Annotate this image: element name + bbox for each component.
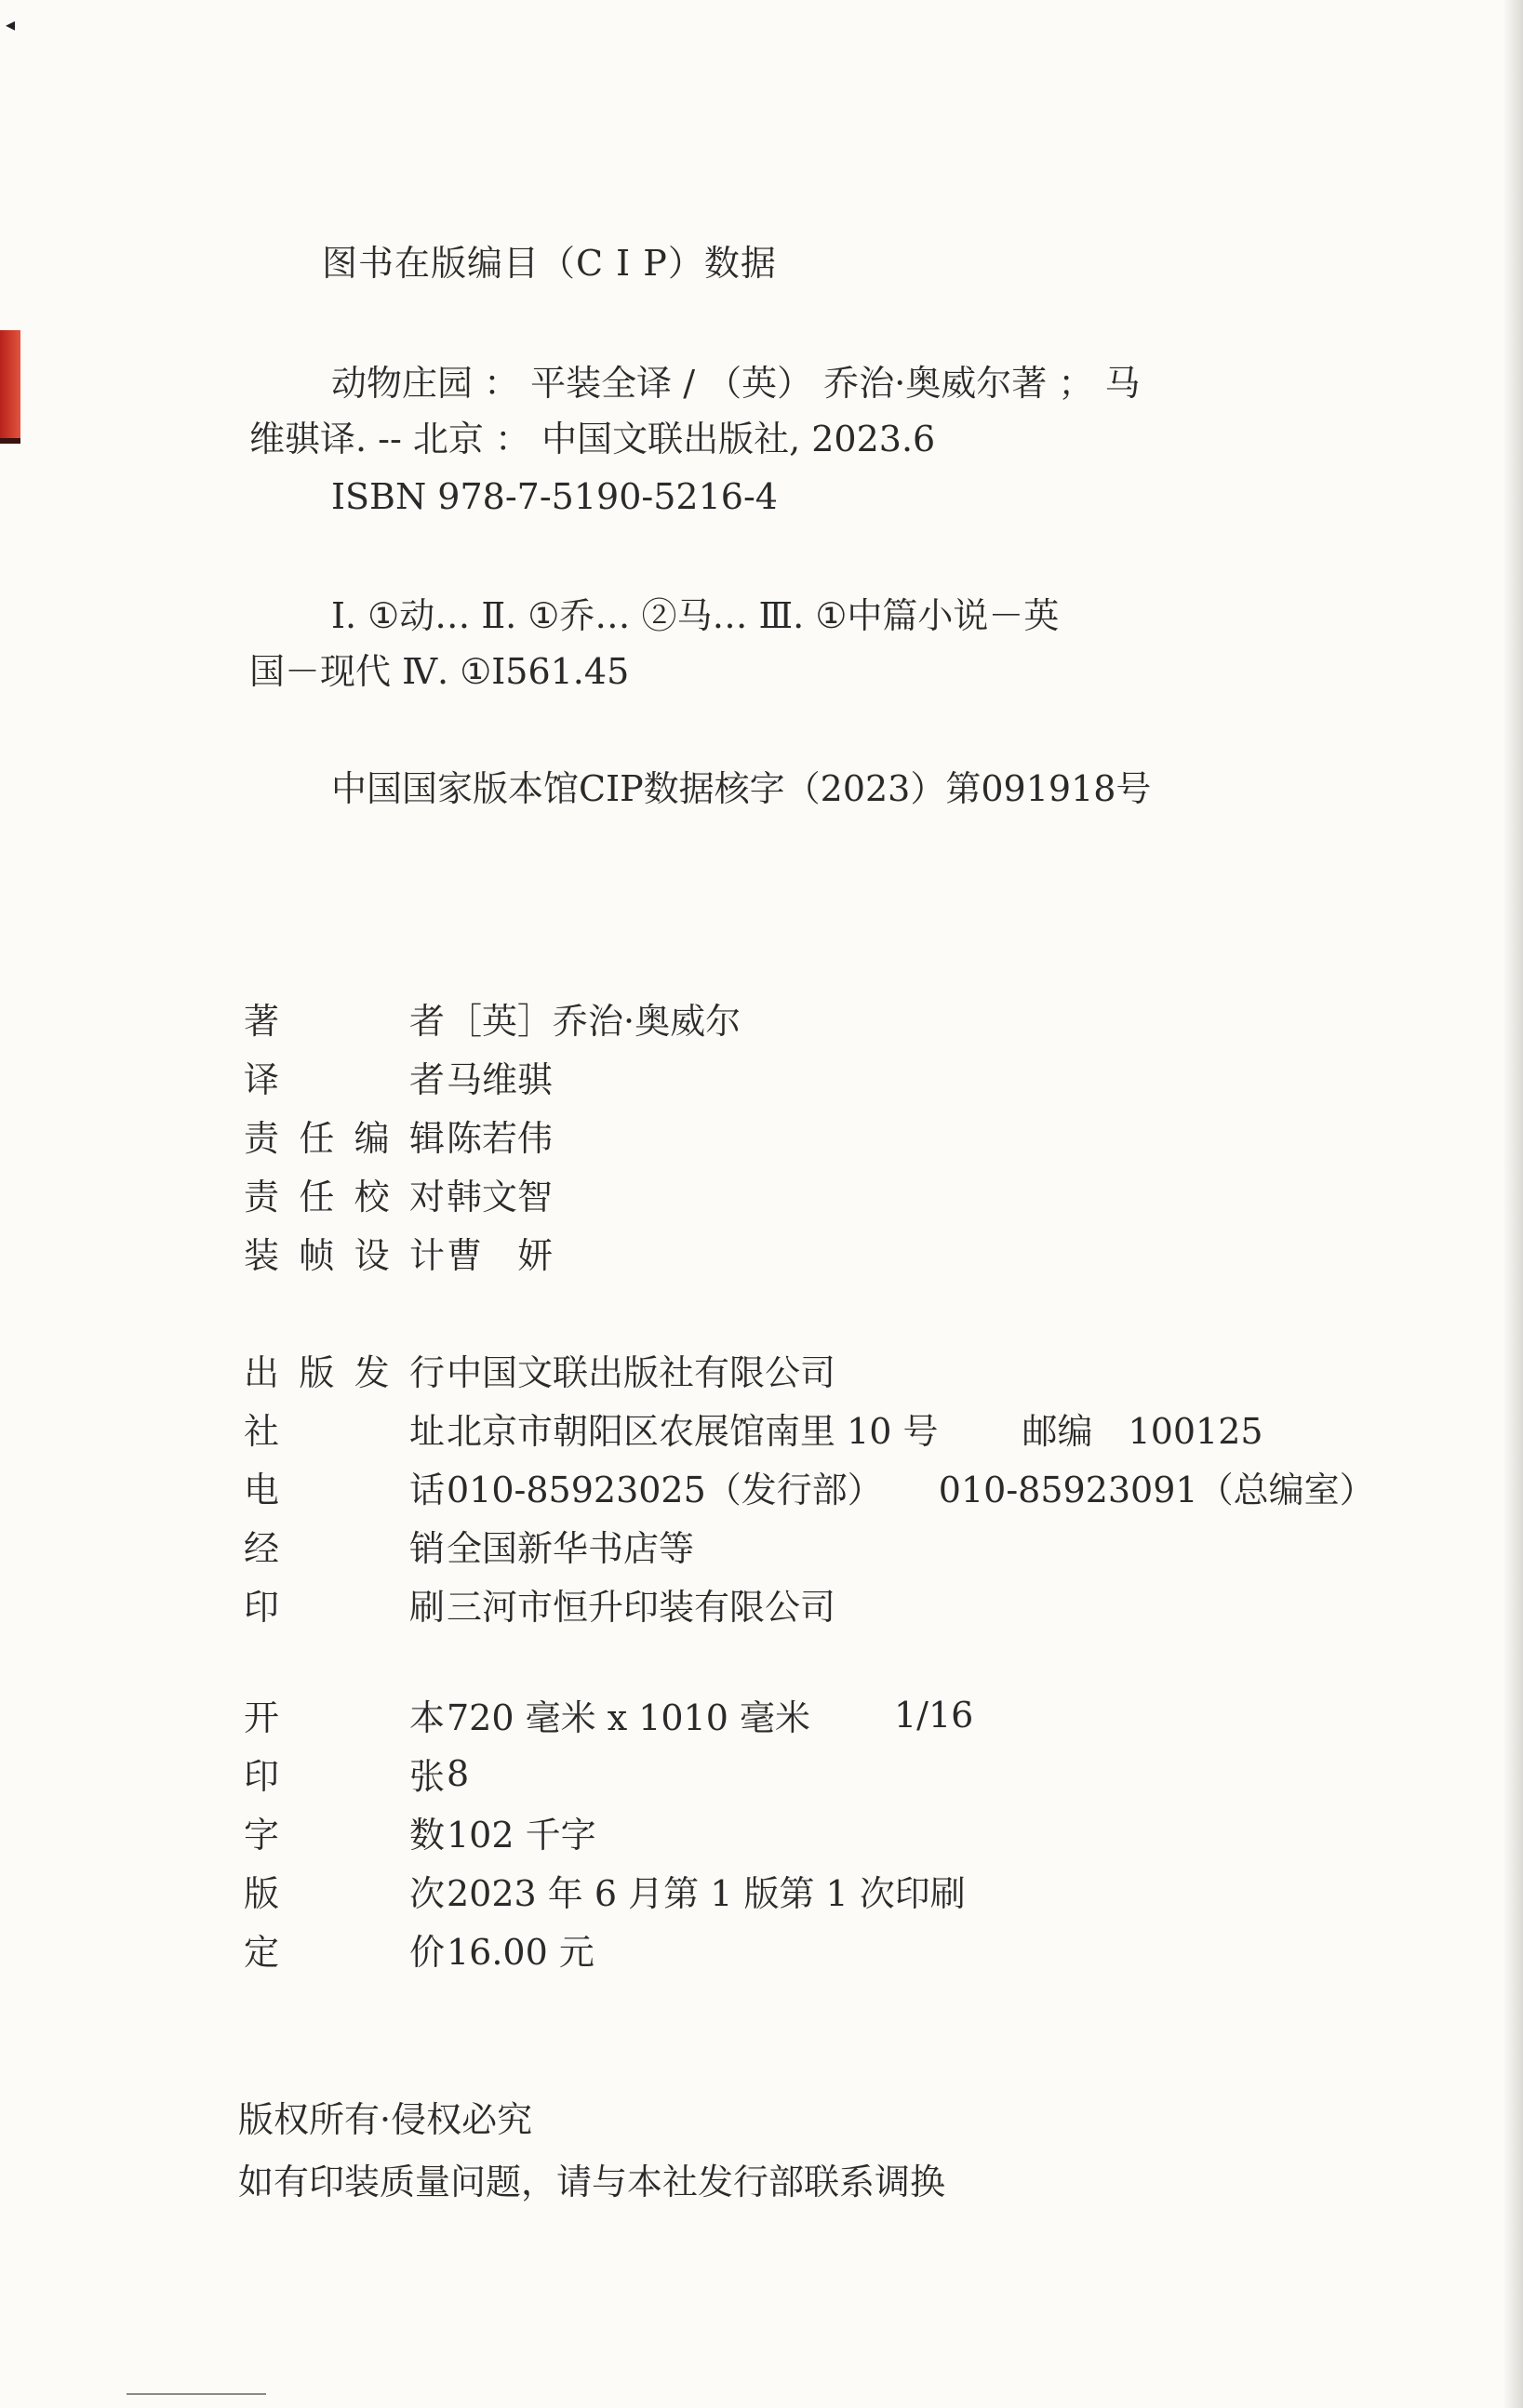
publisher-row	[244, 1575, 1453, 1633]
row-value: 010-85923025（发行部）	[447, 1470, 883, 1510]
row-extra: 邮编 100125	[1022, 1411, 1263, 1452]
cip-isbn: ISBN 978-7-5190-5216-4	[331, 476, 778, 517]
row-label: 印 刷	[244, 1587, 445, 1628]
cover-edge-strip	[0, 330, 20, 438]
cip-book-line-2: 维骐译. -- 北京 ： 中国文联出版社, 2023.6	[249, 419, 936, 459]
quality-notice: 如有印装质量问题，请与本社发行部联系调换	[238, 2162, 946, 2202]
row-value: 三河市恒升印装有限公司	[447, 1587, 836, 1628]
row-label: 开 本	[244, 1697, 445, 1738]
row-extra: 010-85923091（总编室）	[938, 1470, 1375, 1510]
row-value: 马维骐	[447, 1059, 554, 1100]
row-label: 译 者	[244, 1059, 445, 1100]
publisher-row	[244, 1457, 1453, 1516]
scan-edge	[1503, 0, 1523, 2408]
row-label: 著 者	[244, 1001, 445, 1042]
row-value: 韩文智	[447, 1177, 554, 1217]
row-label: 责 任 校 对	[244, 1177, 445, 1217]
publisher-row	[244, 1340, 1453, 1399]
row-label: 定 价	[244, 1932, 445, 1973]
row-value: 北京市朝阳区农展馆南里 10 号	[447, 1411, 939, 1452]
specs-row	[244, 1685, 1453, 1744]
credits-block	[244, 989, 1453, 1282]
specs-row	[244, 1920, 1453, 1978]
specs-block	[244, 1685, 1453, 1978]
cip-class-line-1: Ⅰ. ①动… Ⅱ. ①乔… ②马… Ⅲ. ①中篇小说－英	[331, 595, 1060, 636]
row-value: 16.00 元	[447, 1932, 595, 1973]
row-label: 出 版 发 行	[244, 1352, 445, 1393]
row-label: 社 址	[244, 1411, 445, 1452]
cip-book-line-1: 动物庄园 ： 平装全译 / （英） 乔治·奥威尔著 ； 马	[331, 363, 1141, 404]
row-value: 102 千字	[447, 1815, 596, 1856]
credits-row	[244, 1106, 1453, 1164]
row-label: 版 次	[244, 1873, 445, 1914]
publisher-row	[244, 1399, 1453, 1457]
corner-mark: ◂	[6, 13, 16, 35]
credits-row	[244, 1047, 1453, 1106]
row-label: 电 话	[244, 1470, 445, 1510]
cover-edge-shadow	[0, 438, 20, 444]
specs-row	[244, 1803, 1453, 1861]
credits-row	[244, 989, 1453, 1047]
publisher-row	[244, 1516, 1453, 1575]
specs-row	[244, 1744, 1453, 1803]
cip-verify: 中国国家版本馆CIP数据核字（2023）第091918号	[331, 768, 1152, 809]
row-value: ［英］乔治·奥威尔	[447, 1001, 741, 1042]
credits-row	[244, 1223, 1453, 1282]
row-label: 字 数	[244, 1815, 445, 1856]
publisher-block	[244, 1340, 1453, 1633]
specs-row	[244, 1861, 1453, 1920]
row-value: 2023 年 6 月第 1 版第 1 次印刷	[447, 1873, 966, 1914]
bottom-rule	[127, 2393, 266, 2395]
credits-row	[244, 1164, 1453, 1223]
row-value: 全国新华书店等	[447, 1528, 695, 1569]
row-value: 中国文联出版社有限公司	[447, 1352, 836, 1393]
cip-title: 图书在版编目（C I P）数据	[322, 243, 777, 284]
row-label: 责 任 编 辑	[244, 1118, 445, 1159]
cip-class-line-2: 国－现代 Ⅳ. ①I561.45	[249, 651, 630, 692]
row-value: 720 毫米 x 1010 毫米	[447, 1697, 810, 1738]
copyright-notice: 版权所有·侵权必究	[238, 2099, 533, 2140]
row-label: 装 帧 设 计	[244, 1235, 445, 1276]
row-value: 8	[447, 1752, 470, 1794]
row-label: 印 张	[244, 1756, 445, 1797]
row-label: 经 销	[244, 1528, 445, 1569]
row-value: 陈若伟	[447, 1118, 554, 1159]
row-value: 曹 妍	[447, 1235, 554, 1276]
row-extra: 1/16	[894, 1694, 974, 1736]
